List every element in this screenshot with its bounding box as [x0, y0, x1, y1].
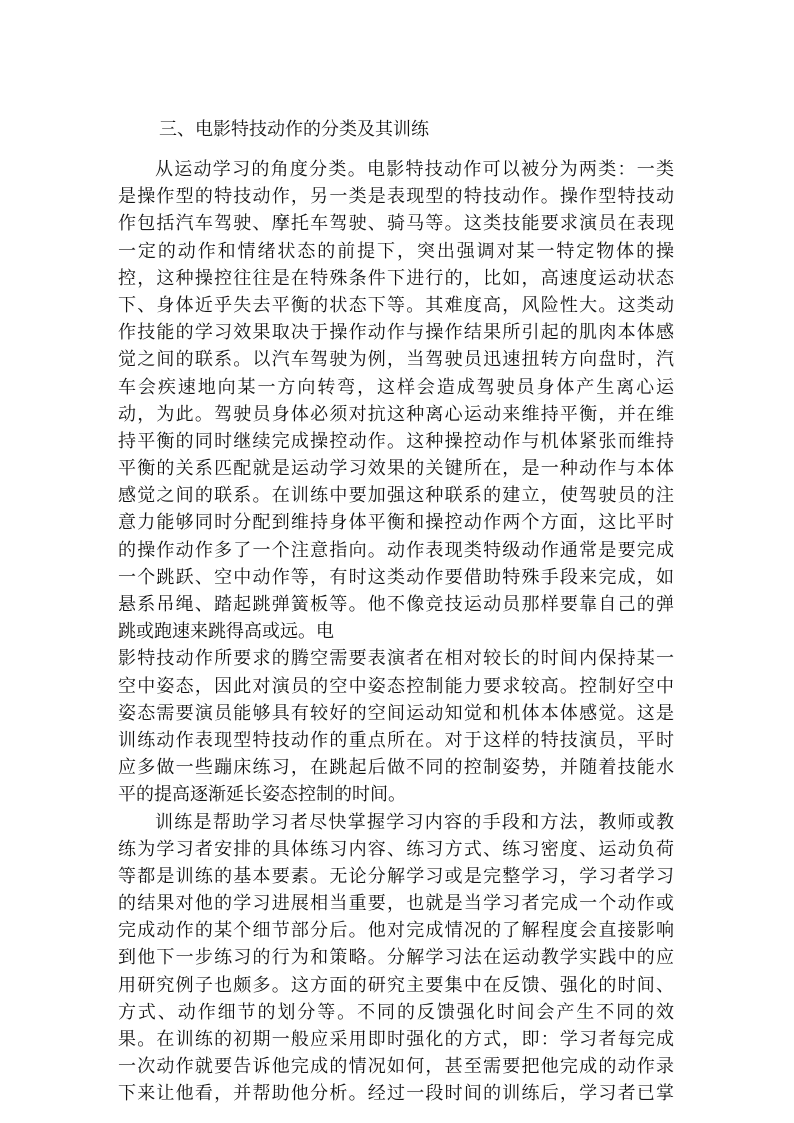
text-line: 作包括汽车驾驶、摩托车驾驶、骑马等。这类技能要求演员在表现 [118, 213, 674, 235]
text-line: 控，这种操控往往是在特殊条件下进行的，比如，高速度运动状态 [118, 267, 674, 289]
text-line: 一定的动作和情绪状态的前提下，突出强调对某一特定物体的操 [118, 240, 674, 262]
text-line: 训练动作表现型特技动作的重点所在。对于这样的特技演员，平时 [118, 729, 674, 751]
text-line: 平的提高逐渐延长姿态控制的时间。 [118, 784, 406, 806]
text-line: 到他下一步练习的行为和策略。分解学习法在运动教学实践中的应 [118, 947, 674, 969]
text-line: 用研究例子也颇多。这方面的研究主要集中在反馈、强化的时间、 [118, 974, 674, 996]
section-heading: 三、电影特技动作的分类及其训练 [159, 119, 429, 140]
text-line: 等都是训练的基本要素。无论分解学习或是完整学习，学习者学习 [118, 865, 674, 887]
text-line: 练为学习者安排的具体练习内容、练习方式、练习密度、运动负荷 [118, 838, 674, 860]
text-line: 的结果对他的学习进展相当重要，也就是当学习者完成一个动作或 [118, 893, 674, 915]
body-text [118, 156, 674, 1108]
text-line: 方式、动作细节的划分等。不同的反馈强化时间会产生不同的效 [118, 1001, 674, 1023]
text-line: 训练是帮助学习者尽快掌握学习内容的手段和方法，教师或教 [155, 811, 674, 833]
text-line: 悬系吊绳、踏起跳弹簧板等。他不像竞技运动员那样要靠自己的弹 [118, 594, 674, 615]
text-line: 从运动学习的角度分类。电影特技动作可以被分为两类：一类 [155, 159, 674, 180]
text-line: 姿态需要演员能够具有较好的空间运动知觉和机体本体感觉。这是 [118, 702, 674, 724]
text-line: 感觉之间的联系。在训练中要加强这种联系的建立，使驾驶员的注 [118, 485, 674, 507]
text-line: 是操作型的特技动作，另一类是表现型的特技动作。操作型特技动 [118, 186, 674, 208]
text-line: 应多做一些蹦床练习，在跳起后做不同的控制姿势，并随着技能水 [118, 757, 674, 779]
text-line: 觉之间的联系。以汽车驾驶为例，当驾驶员迅速扭转方向盘时，汽 [118, 349, 674, 371]
text-line: 下、身体近乎失去平衡的状态下等。其难度高，风险性大。这类动 [118, 294, 674, 316]
text-line: 一个跳跃、空中动作等，有时这类动作要借助特殊手段来完成，如 [118, 566, 674, 588]
text-line: 影特技动作所要求的腾空需要表演者在相对较长的时间内保持某一 [118, 648, 674, 670]
text-line: 动，为此。驾驶员身体必须对抗这种离心运动来维持平衡，并在维 [118, 403, 674, 425]
text-line: 作技能的学习效果取决于操作动作与操作结果所引起的肌肉本体感 [118, 322, 674, 344]
text-line: 果。在训练的初期一般应采用即时强化的方式，即：学习者每完成 [118, 1029, 674, 1050]
text-line: 的操作动作多了一个注意指向。动作表现类特级动作通常是要完成 [118, 539, 674, 561]
text-line: 车会疾速地向某一方向转弯，这样会造成驾驶员身体产生离心运 [118, 376, 674, 398]
text-line: 平衡的关系匹配就是运动学习效果的关键所在，是一种动作与本体 [118, 458, 674, 480]
text-line: 完成动作的某个细节部分后。他对完成情况的了解程度会直接影响 [118, 920, 674, 942]
text-line: 跳或跑速来跳得高或远。电 [118, 621, 334, 643]
text-line: 下来让他看，并帮助他分析。经过一段时间的训练后，学习者已掌 [118, 1083, 674, 1105]
text-line: 一次动作就要告诉他完成的情况如何，甚至需要把他完成的动作录 [118, 1056, 674, 1078]
text-line: 空中姿态，因此对演员的空中姿态控制能力要求较高。控制好空中 [118, 675, 674, 697]
text-line: 意力能够同时分配到维持身体平衡和操控动作两个方面，这比平时 [118, 512, 674, 534]
text-line: 持平衡的同时继续完成操控动作。这种操控动作与机体紧张而维持 [118, 430, 674, 452]
